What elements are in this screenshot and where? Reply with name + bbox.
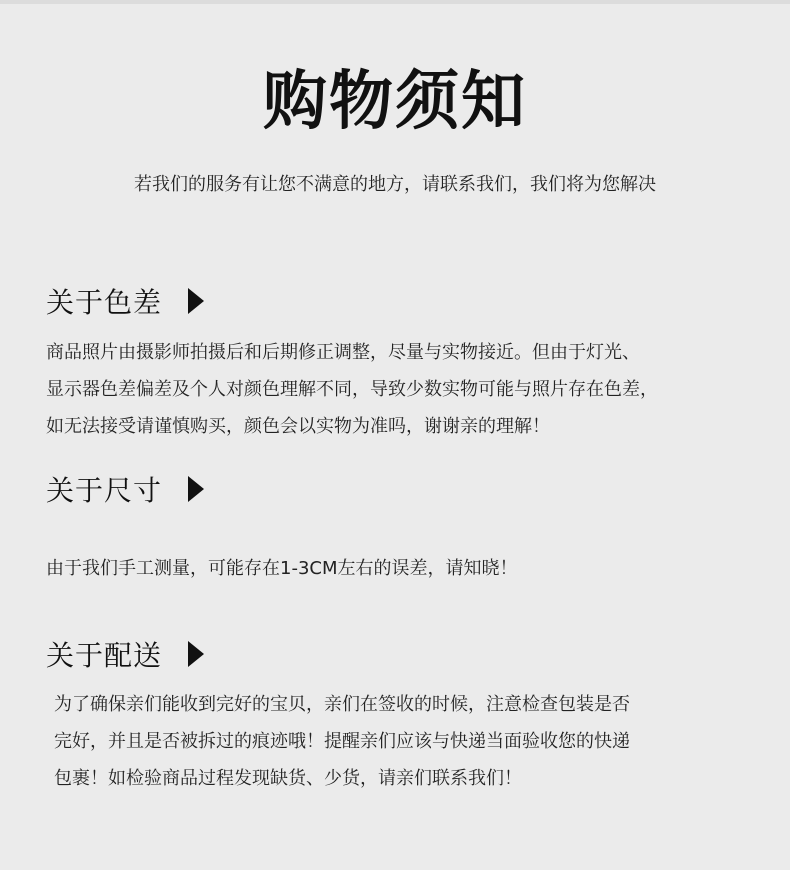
section-heading-color	[46, 281, 204, 321]
paragraph-line: 为了确保亲们能收到完好的宝贝，亲们在签收的时候，注意检查包装是否	[54, 694, 630, 715]
page-subtitle: 若我们的服务有让您不满意的地方，请联系我们，我们将为您解决	[134, 174, 656, 195]
section-title: 关于尺寸	[46, 474, 163, 507]
top-divider	[0, 0, 790, 4]
section-body-color	[46, 334, 658, 445]
section-body-size	[46, 550, 518, 587]
play-arrow-icon	[188, 641, 204, 667]
paragraph-line: 包裹！如检验商品过程发现缺货、少货，请亲们联系我们！	[54, 768, 522, 789]
play-arrow-icon	[188, 288, 204, 314]
paragraph-line: 显示器色差偏差及个人对颜色理解不同，导致少数实物可能与照片存在色差，	[46, 379, 658, 400]
paragraph-line: 商品照片由摄影师拍摄后和后期修正调整，尽量与实物接近。但由于灯光、	[46, 342, 640, 363]
section-heading-size	[46, 469, 204, 509]
section-body-delivery	[54, 686, 630, 797]
section-title: 关于配送	[46, 639, 163, 672]
paragraph-line: 完好，并且是否被拆过的痕迹哦！提醒亲们应该与快递当面验收您的快递	[54, 731, 630, 752]
section-heading-delivery	[46, 634, 204, 674]
play-arrow-icon	[188, 476, 204, 502]
section-title: 关于色差	[46, 286, 163, 319]
paragraph-line: 由于我们手工测量，可能存在1-3CM左右的误差，请知晓！	[46, 558, 518, 579]
paragraph-line: 如无法接受请谨慎购买，颜色会以实物为准吗，谢谢亲的理解！	[46, 416, 550, 437]
page-title: 购物须知	[263, 64, 527, 139]
